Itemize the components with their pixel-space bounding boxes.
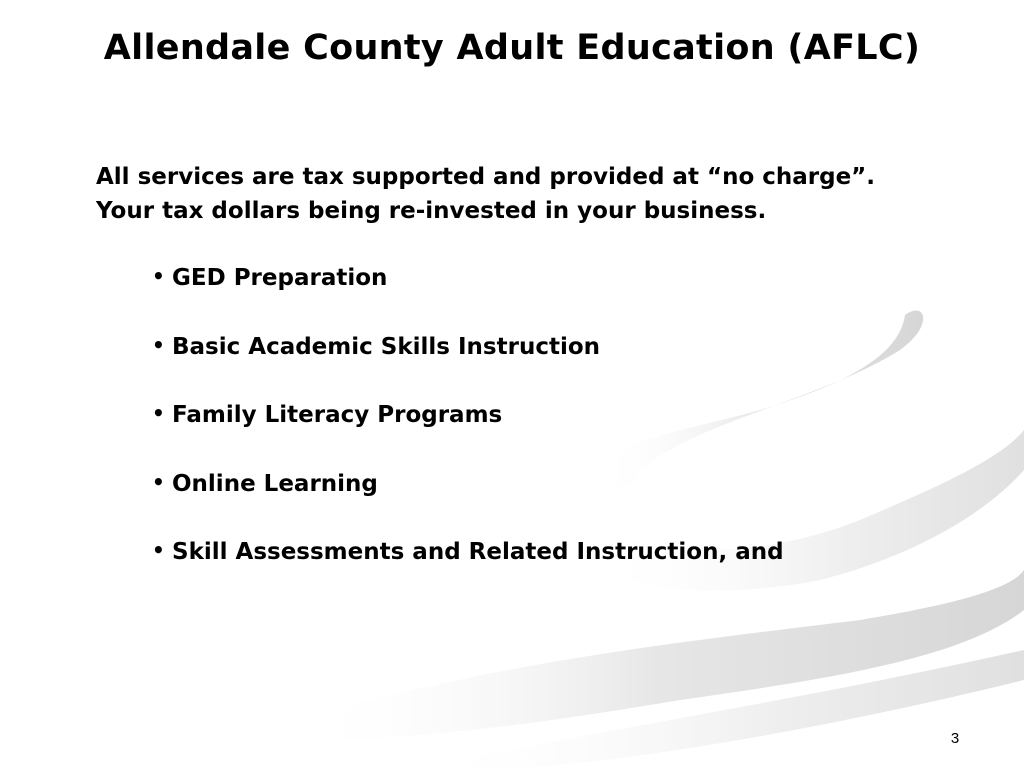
list-item xyxy=(152,399,784,468)
list-item xyxy=(152,468,784,537)
intro-line-2: Your tax dollars being re-invested in your business. xyxy=(96,198,767,224)
intro-line-1: All services are tax supported and provided at “no charge”. xyxy=(96,164,876,190)
list-item-label: Basic Academic Skills Instruction xyxy=(172,333,601,360)
slide-title: Allendale County Adult Education (AFLC) xyxy=(103,28,921,68)
page-number: 3 xyxy=(950,730,960,747)
list-item xyxy=(152,262,784,331)
list-item-label: GED Preparation xyxy=(172,265,388,291)
list-item xyxy=(152,331,784,400)
intro-text xyxy=(96,160,976,228)
list-item xyxy=(152,536,784,605)
bullet-icon: • xyxy=(152,332,165,357)
service-list xyxy=(152,262,784,605)
list-item-label: Skill Assessments and Related Instruction, and xyxy=(172,539,784,565)
list-item-label: Online Learning xyxy=(172,470,378,497)
list-item-label: Family Literacy Programs xyxy=(172,402,503,428)
bullet-icon: • xyxy=(152,264,165,288)
bullet-icon: • xyxy=(152,538,165,562)
bullet-icon: • xyxy=(152,469,165,494)
bullet-icon: • xyxy=(152,401,165,425)
